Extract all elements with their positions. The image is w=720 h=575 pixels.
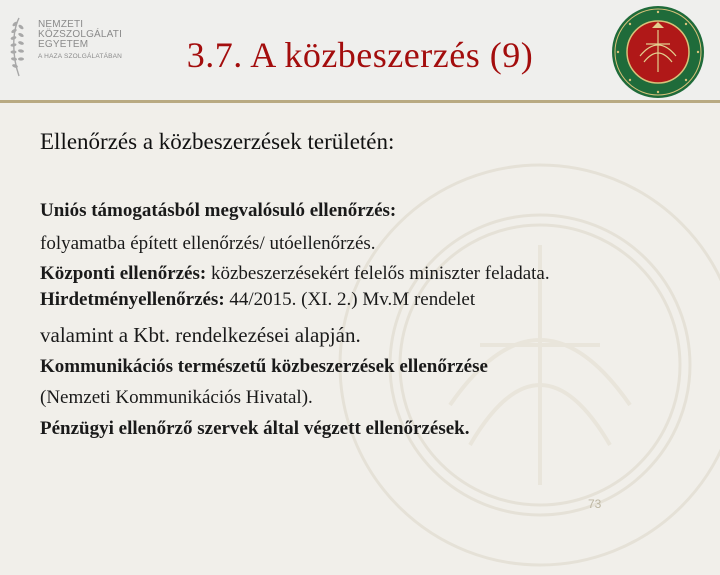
list-item-bold: Pénzügyi ellenőrző szervek által végzett ellenőrzések.	[40, 418, 470, 439]
page-number: 73	[588, 497, 602, 511]
logo-line-2: KÖZSZOLGÁLATI	[38, 29, 123, 40]
list-item-text: 44/2015. (XI. 2.) Mv.M rendelet	[224, 289, 476, 310]
list-item-bold: Hirdetményellenőrzés:	[40, 289, 225, 310]
header-divider	[0, 100, 720, 103]
university-seal-icon	[610, 4, 706, 100]
list-item-text: közbeszerzésekért felelős miniszter feladata.	[206, 263, 550, 284]
list-item	[40, 418, 469, 440]
list-item-bold: Központi ellenőrzés:	[40, 263, 207, 284]
list-item	[40, 323, 361, 348]
list-item	[40, 233, 376, 255]
list-item	[40, 200, 396, 222]
slide-header	[0, 0, 720, 100]
logo-line-3: EGYETEM	[38, 39, 89, 50]
list-item	[40, 263, 550, 285]
list-item-bold: Kommunikációs természetű közbeszerzések ellenőrzése	[40, 356, 488, 377]
list-item	[40, 289, 475, 311]
list-item	[40, 356, 488, 378]
logo-tagline: A HAZA SZOLGÁLATÁBAN	[38, 53, 123, 60]
list-item-text: (Nemzeti Kommunikációs Hivatal).	[40, 387, 313, 408]
page-title: 3.7. A közbeszerzés (9)	[186, 35, 534, 75]
list-item	[40, 387, 313, 409]
list-item-text: valamint a Kbt. rendelkezései alapján.	[40, 323, 361, 347]
list-item-text: folyamatba épített ellenőrzés/ utóellenőrzés.	[40, 233, 376, 254]
list-item-bold: Uniós támogatásból megvalósuló ellenőrzés:	[40, 200, 397, 221]
logo-line-1: NEMZETI	[38, 19, 84, 30]
section-subtitle: Ellenőrzés a közbeszerzések területén:	[40, 129, 395, 154]
